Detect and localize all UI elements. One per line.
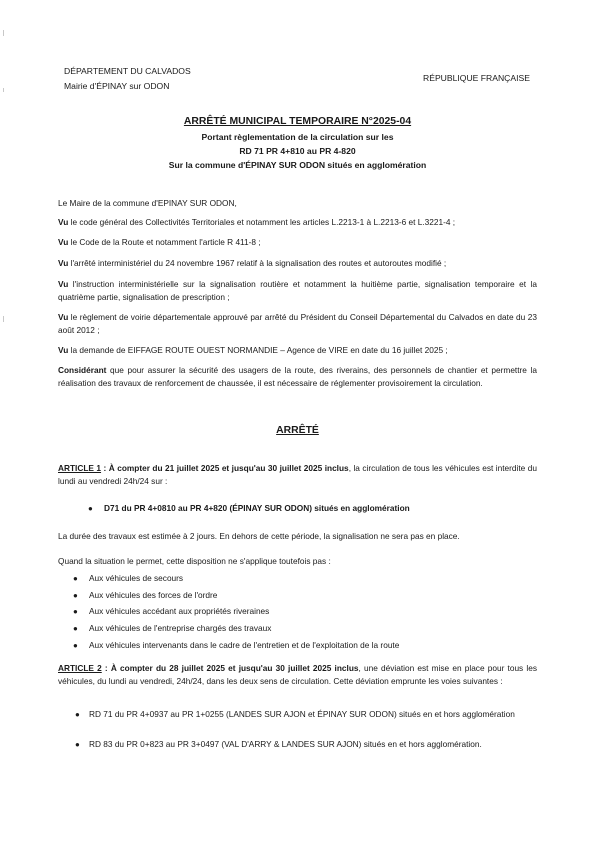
preamble-vu-6: Vu la demande de EIFFAGE ROUTE OUEST NORMANDIE – Agence de VIRE en date du 16 juillet 2025 ; — [58, 345, 448, 355]
preamble-considerant: Considérant que pour assurer la sécurité des usagers de la route, des riverains, des personnels de chantier et permettre la réalisation des travaux de renforcement de chaussée, il est nécessaire de réglementer provisoirement la circulation. — [58, 365, 537, 388]
title-subline-1: Portant règlementation de la circulation sur les — [201, 132, 394, 142]
article-1: ARTICLE 1 : À compter du 21 juillet 2025 et jusqu'au 30 juillet 2025 inclus, la circulation de tous les véhicules est interdite du lundi au vendredi 24h/24 sur : — [58, 463, 537, 486]
preamble-vu-3: Vu l'arrêté interministériel du 24 novembre 1967 relatif à la signalisation des routes et autoroutes modifié ; — [58, 258, 447, 268]
department-name: DÉPARTEMENT DU CALVADOS — [64, 66, 191, 76]
bullet-icon: ● — [73, 574, 78, 583]
scan-margin-mark — [3, 316, 4, 322]
article-2-label: ARTICLE 2 — [58, 663, 102, 673]
scan-margin-mark — [3, 88, 4, 92]
list-item: ● Aux véhicules accédant aux propriétés riveraines — [73, 606, 270, 616]
republic-label: RÉPUBLIQUE FRANÇAISE — [423, 73, 530, 83]
document-title: ARRÊTÉ MUNICIPAL TEMPORAIRE N°2025-04 — [183, 116, 412, 127]
title-subline-2: RD 71 PR 4+810 au PR 4-820 — [239, 146, 356, 156]
article-2: ARTICLE 2 : À compter du 28 juillet 2025 et jusqu'au 30 juillet 2025 inclus, une déviation est mise en place pour tous les véhicules, du lundi au vendredi, 24h/24, dans les deux sens de circulation. Cette déviation emprunte les voies suivantes : — [58, 663, 537, 686]
mairie-name: Mairie d'ÉPINAY sur ODON — [64, 81, 170, 91]
bullet-icon: ● — [88, 504, 93, 513]
scan-margin-mark — [3, 30, 4, 36]
list-item: ● Aux véhicules de secours — [73, 573, 184, 583]
exceptions-intro: Quand la situation le permet, cette disposition ne s'applique toutefois pas : — [58, 556, 331, 566]
list-item: ● RD 71 du PR 4+0937 au PR 1+0255 (LANDES SUR AJON et ÉPINAY SUR ODON) situés en et hors agglomération — [75, 709, 515, 719]
duration-note: La durée des travaux est estimée à 2 jours. En dehors de cette période, la signalisation ne sera pas en place. — [58, 531, 460, 541]
list-item: ● Aux véhicules des forces de l'ordre — [73, 590, 218, 600]
arrete-heading: ARRÊTÉ — [276, 425, 319, 436]
list-item: ● D71 du PR 4+0810 au PR 4+820 (ÉPINAY SUR ODON) situés en agglomération — [88, 503, 410, 513]
preamble-vu-4: Vu l'instruction interministérielle sur la signalisation routière et notamment la huitième partie, signalisation temporaire et la quatrième partie, signalisation de prescription ; — [58, 279, 537, 302]
article-1-label: ARTICLE 1 — [58, 463, 102, 473]
bullet-icon: ● — [73, 607, 78, 616]
bullet-icon: ● — [73, 624, 78, 633]
preamble-vu-5: Vu le règlement de voirie départementale approuvé par arrêté du Président du Conseil Départemental du Calvados en date du 23 août 2012 ; — [58, 312, 537, 335]
bullet-icon: ● — [75, 740, 80, 749]
list-item: ● Aux véhicules de l'entreprise chargés des travaux — [73, 623, 272, 633]
bullet-icon: ● — [73, 641, 78, 650]
bullet-icon: ● — [73, 591, 78, 600]
title-subline-3: Sur la commune d'ÉPINAY SUR ODON situés en agglomération — [168, 160, 427, 170]
preamble-vu-1: Vu le code général des Collectivités Territoriales et notamment les articles L.2213-1 à L.2213-6 et L.3221-4 ; — [58, 217, 456, 227]
preamble-vu-2: Vu le Code de la Route et notamment l'article R 411-8 ; — [58, 237, 261, 247]
bullet-icon: ● — [75, 710, 80, 719]
preamble-maire: Le Maire de la commune d'EPINAY SUR ODON, — [58, 198, 237, 208]
list-item: ● Aux véhicules intervenants dans le cadre de l'entretien et de l'exploitation de la route — [73, 640, 400, 650]
list-item: ● RD 83 du PR 0+823 au PR 3+0497 (VAL D'ARRY & LANDES SUR AJON) situés en et hors agglomération. — [75, 739, 482, 749]
